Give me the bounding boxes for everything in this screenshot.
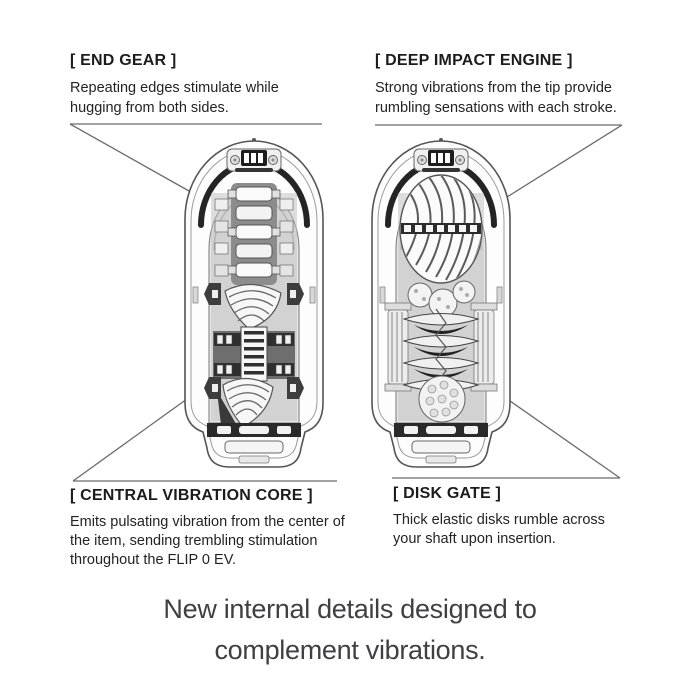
left-latch <box>193 287 198 303</box>
left-latch <box>380 287 385 303</box>
end-gear-desc-line1: Repeating edges stimulate while <box>70 80 279 96</box>
caption-line1: New internal details designed to <box>163 594 537 624</box>
deep-impact-desc-line1: Strong vibrations from the tip provide <box>375 80 612 96</box>
deep-impact-desc-line2: rumbling sensations with each stroke. <box>375 100 617 116</box>
power-pad <box>414 149 468 172</box>
right-latch <box>310 287 315 303</box>
end-gear-desc-line2: hugging from both sides. <box>70 100 229 116</box>
right-capsule-illustration <box>370 137 512 474</box>
central-core-desc-line1: Emits pulsating vibration from the center of <box>70 514 345 530</box>
central-core-desc-line3: throughout the FLIP 0 EV. <box>70 552 237 568</box>
right-latch <box>497 287 502 303</box>
caption <box>0 589 700 671</box>
end-gear-title: [ END GEAR ] <box>70 52 177 69</box>
disk-gate-desc-line2: your shaft upon insertion. <box>393 531 556 547</box>
caption-line2: complement vibrations. <box>214 635 486 665</box>
ribbed-block-graphic <box>213 327 295 381</box>
disk-gate-title: [ DISK GATE ] <box>393 485 502 502</box>
central-vibration-core-title: [ CENTRAL VIBRATION CORE ] <box>70 487 313 504</box>
power-pad <box>227 149 281 172</box>
disk-gate-desc-line1: Thick elastic disks rumble across <box>393 512 605 528</box>
deep-impact-engine-title: [ DEEP IMPACT ENGINE ] <box>375 52 573 69</box>
left-capsule-illustration <box>183 137 325 474</box>
central-core-desc-line2: the item, sending trembling stimulation <box>70 533 318 549</box>
bumpy-ball-graphic <box>419 376 465 422</box>
